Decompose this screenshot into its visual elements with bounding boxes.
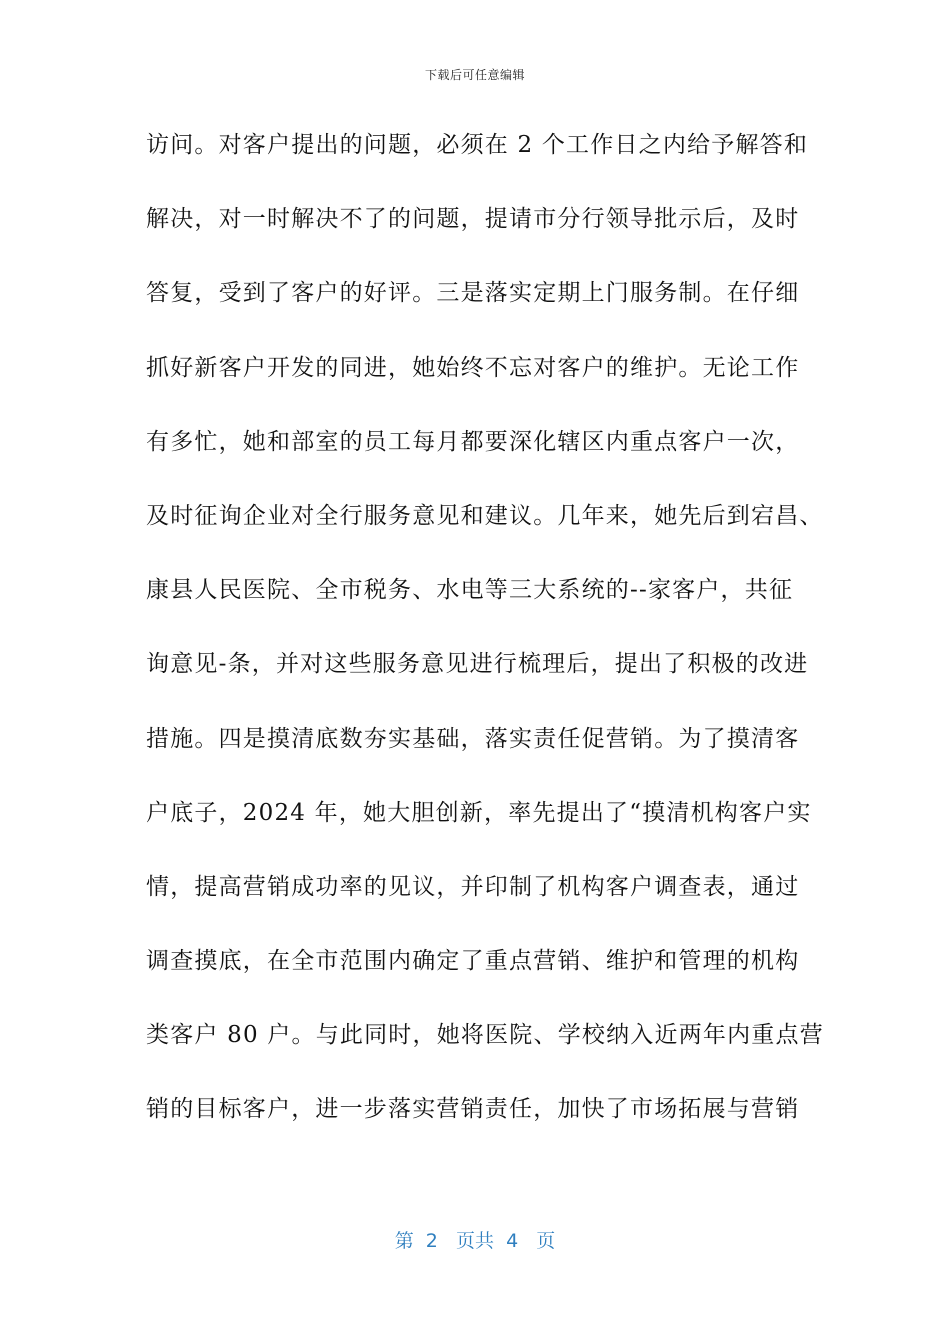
body-line-14: 销的目标客户，进一步落实营销责任，加快了市场拓展与营销 [146,1096,800,1123]
page-header: 下载后可任意编辑 [424,68,525,82]
body-line-10: 户底子，2024 年，她大胆创新，率先提出了“摸清机构客户实 [146,799,812,826]
body-line-7: 康县人民医院、全市税务、水电等三大系统的--家客户，共征 [146,577,794,604]
body-line-9: 措施。四是摸清底数夯实基础，落实责任促营销。为了摸清客 [146,725,800,752]
body-line-6: 及时征询企业对全行服务意见和建议。几年来，她先后到宕昌、 [146,502,824,529]
body-line-1: 访问。对客户提出的问题，必须在 2 个工作日之内给予解答和 [146,132,809,158]
body-line-5: 有多忙，她和部室的员工每月都要深化辖区内重点客户一次， [146,428,800,455]
document-body [146,122,824,1161]
body-line-8: 询意见-条，并对这些服务意见进行梳理后，提出了积极的改进 [146,651,809,678]
page-number-footer: 第 2 页共 4 页 [394,1230,556,1252]
body-line-12: 调查摸底，在全市范围内确定了重点营销、维护和管理的机构 [146,948,800,975]
body-line-11: 情，提高营销成功率的见议，并印制了机构客户调查表，通过 [146,873,800,900]
body-line-13: 类客户 80 户。与此同时，她将医院、学校纳入近两年内重点营 [146,1022,824,1049]
body-line-4: 抓好新客户开发的同进，她始终不忘对客户的维护。无论工作 [146,354,800,381]
body-line-3: 答复，受到了客户的好评。三是落实定期上门服务制。在仔细 [146,280,800,307]
body-line-2: 解决，对一时解决不了的问题，提请市分行领导批示后，及时 [146,206,800,233]
